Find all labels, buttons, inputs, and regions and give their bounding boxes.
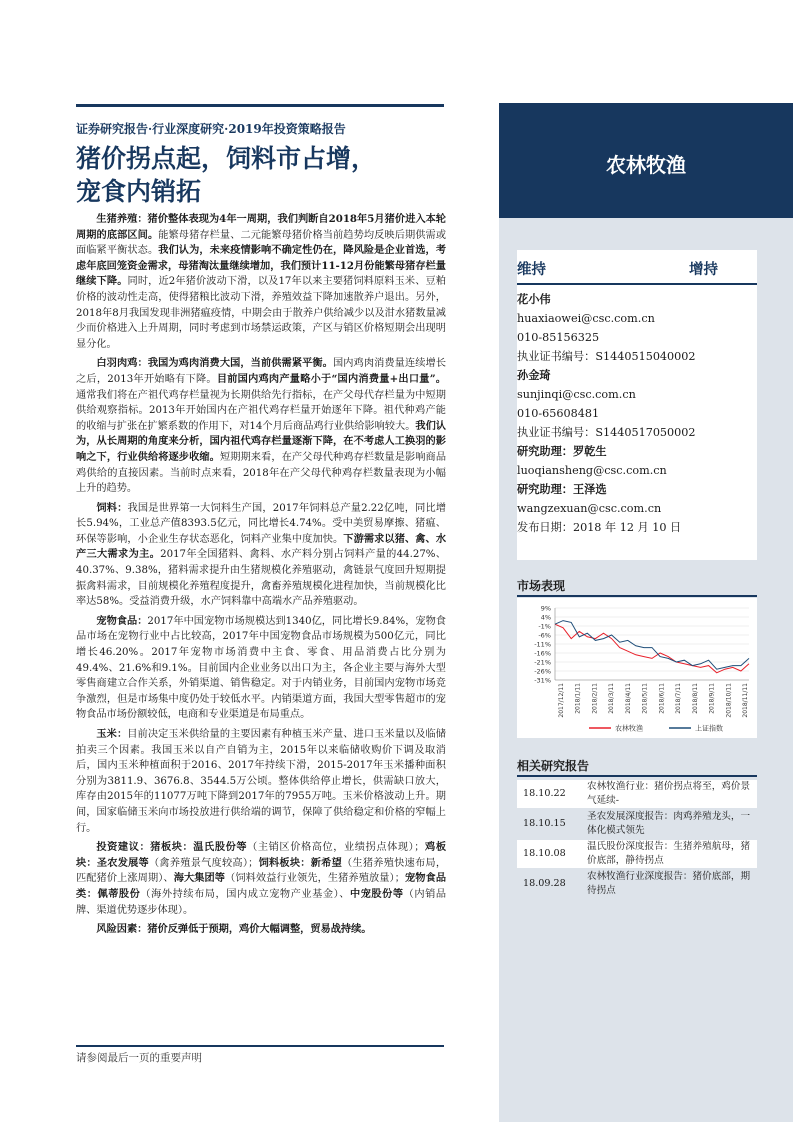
bold-run: 生猪养殖：猪价整体表现为4年一周期，我们判断自2018年5月猪价进入本轮周期的底部区间。 bbox=[76, 213, 446, 241]
bold-run: 白羽肉鸡：我国为鸡肉消费大国，当前供需紧平衡。 bbox=[96, 357, 333, 370]
y-tick-label: -26% bbox=[534, 667, 551, 676]
bold-run: 海大集团等 bbox=[173, 872, 226, 885]
analyst-email[interactable]: sunjinqi@csc.com.cn bbox=[517, 388, 636, 401]
x-tick-label: 2018/8/11 bbox=[691, 683, 699, 714]
bold-run: 玉米： bbox=[96, 728, 128, 740]
market-chart-svg bbox=[517, 598, 757, 738]
text-run: 2017年中国宠物市场规模达到1340亿，同比增长9.84%，宠物食品市场在宠物行业中占比较高，2017年中国宠物食品市场规模为500亿元，同比增长46.20%。2017年宠物市场消费中主食、零食、用品消费占比分别为49.4%、21.6%和9.1%。目前国内企业业务以出口为主，各企业主要与海外大型零售商建立合作关系，外销渠道、销售稳定。对于内销业务，目前国内宠物市场竞争激烈，但是市场集中度仍处于较低水平。内销渠道方面，我国大型零售超市的宠物食品市场份额较低，电商和专业渠道是布局重点。 bbox=[76, 615, 446, 721]
rating-action: 维持 bbox=[517, 262, 546, 278]
related-title: 相关研究报告 bbox=[517, 759, 590, 773]
text-run: （禽养殖景气度较高）； bbox=[148, 857, 259, 869]
sector-name: 农林牧渔 bbox=[606, 153, 686, 177]
related-rule bbox=[517, 775, 757, 777]
text-run: 我国是世界第一大饲料生产国，2017年饲料总产量2.22亿吨，同比增长5.94%，工业总产值8393.5亿元，同比增长4.74%。受中美贸易摩擦、猪瘟、环保等影响，小企业生存状态恶化，饲料产业集中度加快。 bbox=[76, 502, 446, 545]
analyst-name: 孙金琦 bbox=[517, 368, 551, 382]
x-tick-label: 2018/1/11 bbox=[574, 683, 582, 714]
related-text: 圣农发展深度报告：肉鸡养殖龙头，一体化模式领先 bbox=[587, 811, 751, 836]
related-text: 温氏股份深度报告：生猪养殖航母，猪价底部，静待拐点 bbox=[587, 841, 751, 866]
cert-number: S1440515040002 bbox=[595, 350, 696, 363]
y-tick-label: -21% bbox=[534, 658, 551, 667]
x-tick-label: 2018/5/11 bbox=[641, 683, 649, 714]
related-item[interactable] bbox=[517, 840, 757, 868]
x-tick-label: 2018/2/11 bbox=[591, 683, 599, 714]
publish-date bbox=[517, 518, 757, 537]
section-risk bbox=[76, 922, 446, 938]
text-run: （内销品牌、渠道优势逐步体现）。 bbox=[76, 888, 446, 916]
publish-label: 发布日期： bbox=[517, 521, 573, 534]
y-tick-label: 4% bbox=[540, 613, 551, 622]
text-run: 能繁母猪存栏量、二元能繁母猪价格当前趋势均反映后期供需或面临紧平衡状态。 bbox=[76, 229, 446, 257]
y-tick-label: -1% bbox=[538, 622, 551, 631]
related-date: 18.10.22 bbox=[523, 788, 566, 799]
section-feed bbox=[76, 501, 446, 610]
text-run: 通常我们将在产祖代鸡存栏量视为长期供给先行指标，在产父母代存栏量为中短期供给观察指标。2013年开始国内在产祖代鸡存栏量开始逐年下降。祖代种鸡产能的收缩与扩张在扩繁系数的作用下，对14个月后商品鸡行业供给影响较大。 bbox=[76, 389, 446, 432]
y-tick-label: -31% bbox=[534, 676, 551, 685]
sector-banner bbox=[499, 103, 793, 218]
analyst-name: 花小伟 bbox=[517, 292, 551, 306]
assistant-row bbox=[517, 480, 757, 499]
series-line-sector bbox=[555, 624, 749, 673]
analyst-email[interactable]: huaxiaowei@csc.com.cn bbox=[517, 312, 655, 325]
bold-run: 宠物食品类：佩蒂股份 bbox=[76, 872, 446, 900]
bold-run: 我们认为，从长周期的角度来分析，国内祖代鸡存栏量逐渐下降，在不考虑人工换羽的影响之下，行业供给将逐步收缩。 bbox=[76, 419, 446, 463]
market-chart bbox=[517, 598, 757, 738]
section-investment bbox=[76, 840, 446, 918]
analyst-cert bbox=[517, 347, 757, 366]
bold-run: 投资建议：猪板块：温氏股份等 bbox=[96, 841, 248, 854]
cert-number: S1440517050002 bbox=[595, 426, 696, 439]
analyst-phone: 010-85156325 bbox=[517, 331, 600, 344]
x-tick-label: 2018/10/11 bbox=[725, 683, 733, 718]
assistant-label: 研究助理： bbox=[517, 482, 573, 496]
legend-label: 农林牧渔 bbox=[615, 724, 643, 733]
text-run: （饲料效益行业领先，生猪养殖放量）； bbox=[225, 873, 405, 885]
analyst-cert bbox=[517, 423, 757, 442]
chart-title: 市场表现 bbox=[517, 579, 566, 593]
report-title bbox=[76, 142, 456, 208]
chart-rule bbox=[517, 595, 757, 597]
section-pig bbox=[76, 212, 446, 352]
assistant-name: 王泽选 bbox=[572, 482, 607, 496]
related-list bbox=[517, 778, 757, 898]
bold-run: 饲料板块：新希望 bbox=[258, 856, 342, 869]
related-date: 18.10.08 bbox=[523, 848, 566, 859]
x-tick-label: 2018/4/11 bbox=[624, 683, 632, 714]
publish-date-value: 2018 年 12 月 10 日 bbox=[572, 521, 682, 534]
section-broiler bbox=[76, 356, 446, 496]
text-run: （主销区价格高位，业绩拐点体现）； bbox=[247, 842, 425, 854]
related-date: 18.10.15 bbox=[523, 818, 566, 829]
related-date: 18.09.28 bbox=[523, 878, 566, 889]
report-series: 证券研究报告·行业深度研究·2019年投资策略报告 bbox=[76, 122, 346, 136]
related-item[interactable] bbox=[517, 870, 757, 898]
section-pet-food bbox=[76, 614, 446, 723]
main-body bbox=[76, 212, 446, 1027]
bold-run: 风险因素：猪价反弹低于预期，鸡价大幅调整，贸易战持续。 bbox=[96, 923, 372, 936]
related-item[interactable] bbox=[517, 810, 757, 838]
x-tick-label: 2018/7/11 bbox=[675, 683, 683, 714]
text-run: 短期期来看，在产父母代种鸡存栏数量是影响商品鸡供给的直接因素。当前时点来看，2018年在产父母代种鸡存栏数量表现为小幅上升的趋势。 bbox=[76, 451, 446, 495]
assistant-name: 罗乾生 bbox=[572, 444, 607, 458]
text-run: 2017年全国猪料、禽料、水产料分别占饲料产量的44.27%、40.37%、9.38%，猪料需求提升由生猪规模化养殖驱动，禽链景气度回升短期提振禽料需求，目前规模化养殖程度提升，禽畜养殖规模化进程加快，当前规模化比率达58%。受益消费升级，水产饲料靠中高端水产品养殖驱动。 bbox=[76, 549, 446, 608]
rating-rule bbox=[517, 283, 757, 285]
y-tick-label: -11% bbox=[534, 640, 551, 649]
x-tick-label: 2018/9/11 bbox=[708, 683, 716, 714]
related-text: 农林牧渔行业深度报告：猪价底部，期待拐点 bbox=[587, 871, 751, 896]
bottom-rule bbox=[76, 1045, 444, 1047]
title-line-1: 猪价拐点起，饲料市占增， bbox=[76, 144, 377, 173]
rating-value: 增持 bbox=[689, 262, 718, 278]
y-tick-label: -6% bbox=[538, 631, 551, 640]
cert-label: 执业证书编号： bbox=[517, 426, 596, 439]
assistant-email[interactable]: luoqiansheng@csc.com.cn bbox=[517, 464, 667, 477]
text-run: （海外持续布局，国内成立宠物产业基金）、 bbox=[140, 888, 350, 900]
bold-run: 宠物食品： bbox=[96, 614, 148, 627]
assistant-row bbox=[517, 442, 757, 461]
assistant-label: 研究助理： bbox=[517, 444, 573, 458]
assistant-email[interactable]: wangzexuan@csc.com.cn bbox=[517, 502, 662, 515]
analyst-phone: 010-65608481 bbox=[517, 407, 600, 420]
text-run: 同时，近2年猪价波动下滑，以及17年以来主要猪饲料原料玉米、豆粕价格的波动性走高，使得猪粮比波动下滑，养殖效益下降加速散养户退出。另外，2018年8月我国发现非洲猪瘟疫情，中期会由于散养户供给减少以及泔水猪数量减少而价格进入上升周期，同时考虑到市场禁运政策，产区与销区价格短期会出现明显分化。 bbox=[76, 276, 446, 350]
cert-label: 执业证书编号： bbox=[517, 350, 596, 363]
section-corn bbox=[76, 727, 446, 836]
x-tick-label: 2018/11/11 bbox=[742, 683, 749, 718]
top-rule bbox=[76, 104, 444, 107]
bold-run: 我们认为，未来疫情影响不确定性仍在，降风险是企业首选，考虑年底回笼资金需求，母猪淘汰量继续增加，我们预计11-12月份能繁母猪存栏量继续下降。 bbox=[76, 244, 446, 288]
x-tick-label: 2018/3/11 bbox=[608, 683, 616, 714]
bold-run: 鸡板块：圣农发展等 bbox=[76, 841, 446, 869]
x-tick-label: 2018/6/11 bbox=[658, 683, 666, 714]
text-run: 目前决定玉米供给量的主要因素有种植玉米产量、进口玉米量以及临储拍卖三个因素。我国玉米以自产自销为主，2015年以来临储收购价下调及取消后，国内玉米种植面积于2016、2017年持续下滑，2015-2017年玉米播种面积分别为3811.9、3676.8、3544.5万公顷。整体供给停止增长，供需缺口放大，库存由2015年的11077万吨下降到2017年的7955万吨。玉米价格波动上升。期间，国家临储玉米向市场投放进行供给端的调节，保障了供给稳定和价格的窄幅上行。 bbox=[76, 729, 446, 834]
text-run: 国内鸡肉消费量连续增长之后，2013年开始略有下降。 bbox=[76, 358, 446, 385]
footer-disclaimer: 请参阅最后一页的重要声明 bbox=[76, 1052, 202, 1064]
bold-run: 饲料： bbox=[96, 501, 128, 514]
legend-label: 上证指数 bbox=[695, 724, 723, 733]
bold-run: 目前国内鸡肉产量略小于“国内消费量+出口量”。 bbox=[216, 372, 446, 385]
analyst-list bbox=[517, 290, 757, 537]
related-text: 农林牧渔行业：猪价拐点将至，鸡价景气延续- bbox=[587, 781, 751, 806]
bold-run: 中宠股份等 bbox=[349, 887, 404, 900]
related-item[interactable] bbox=[517, 780, 757, 808]
text-run: （生猪养殖快速布局，匹配猪价上涨周期）、 bbox=[76, 857, 446, 885]
x-tick-label: 2017/12/11 bbox=[558, 683, 565, 718]
title-line-2: 宠食内销拓 bbox=[76, 177, 202, 206]
y-tick-label: -16% bbox=[534, 649, 551, 658]
bold-run: 下游需求以猪、禽、水产三大需求为主。 bbox=[76, 532, 446, 561]
y-tick-label: 9% bbox=[540, 604, 551, 613]
